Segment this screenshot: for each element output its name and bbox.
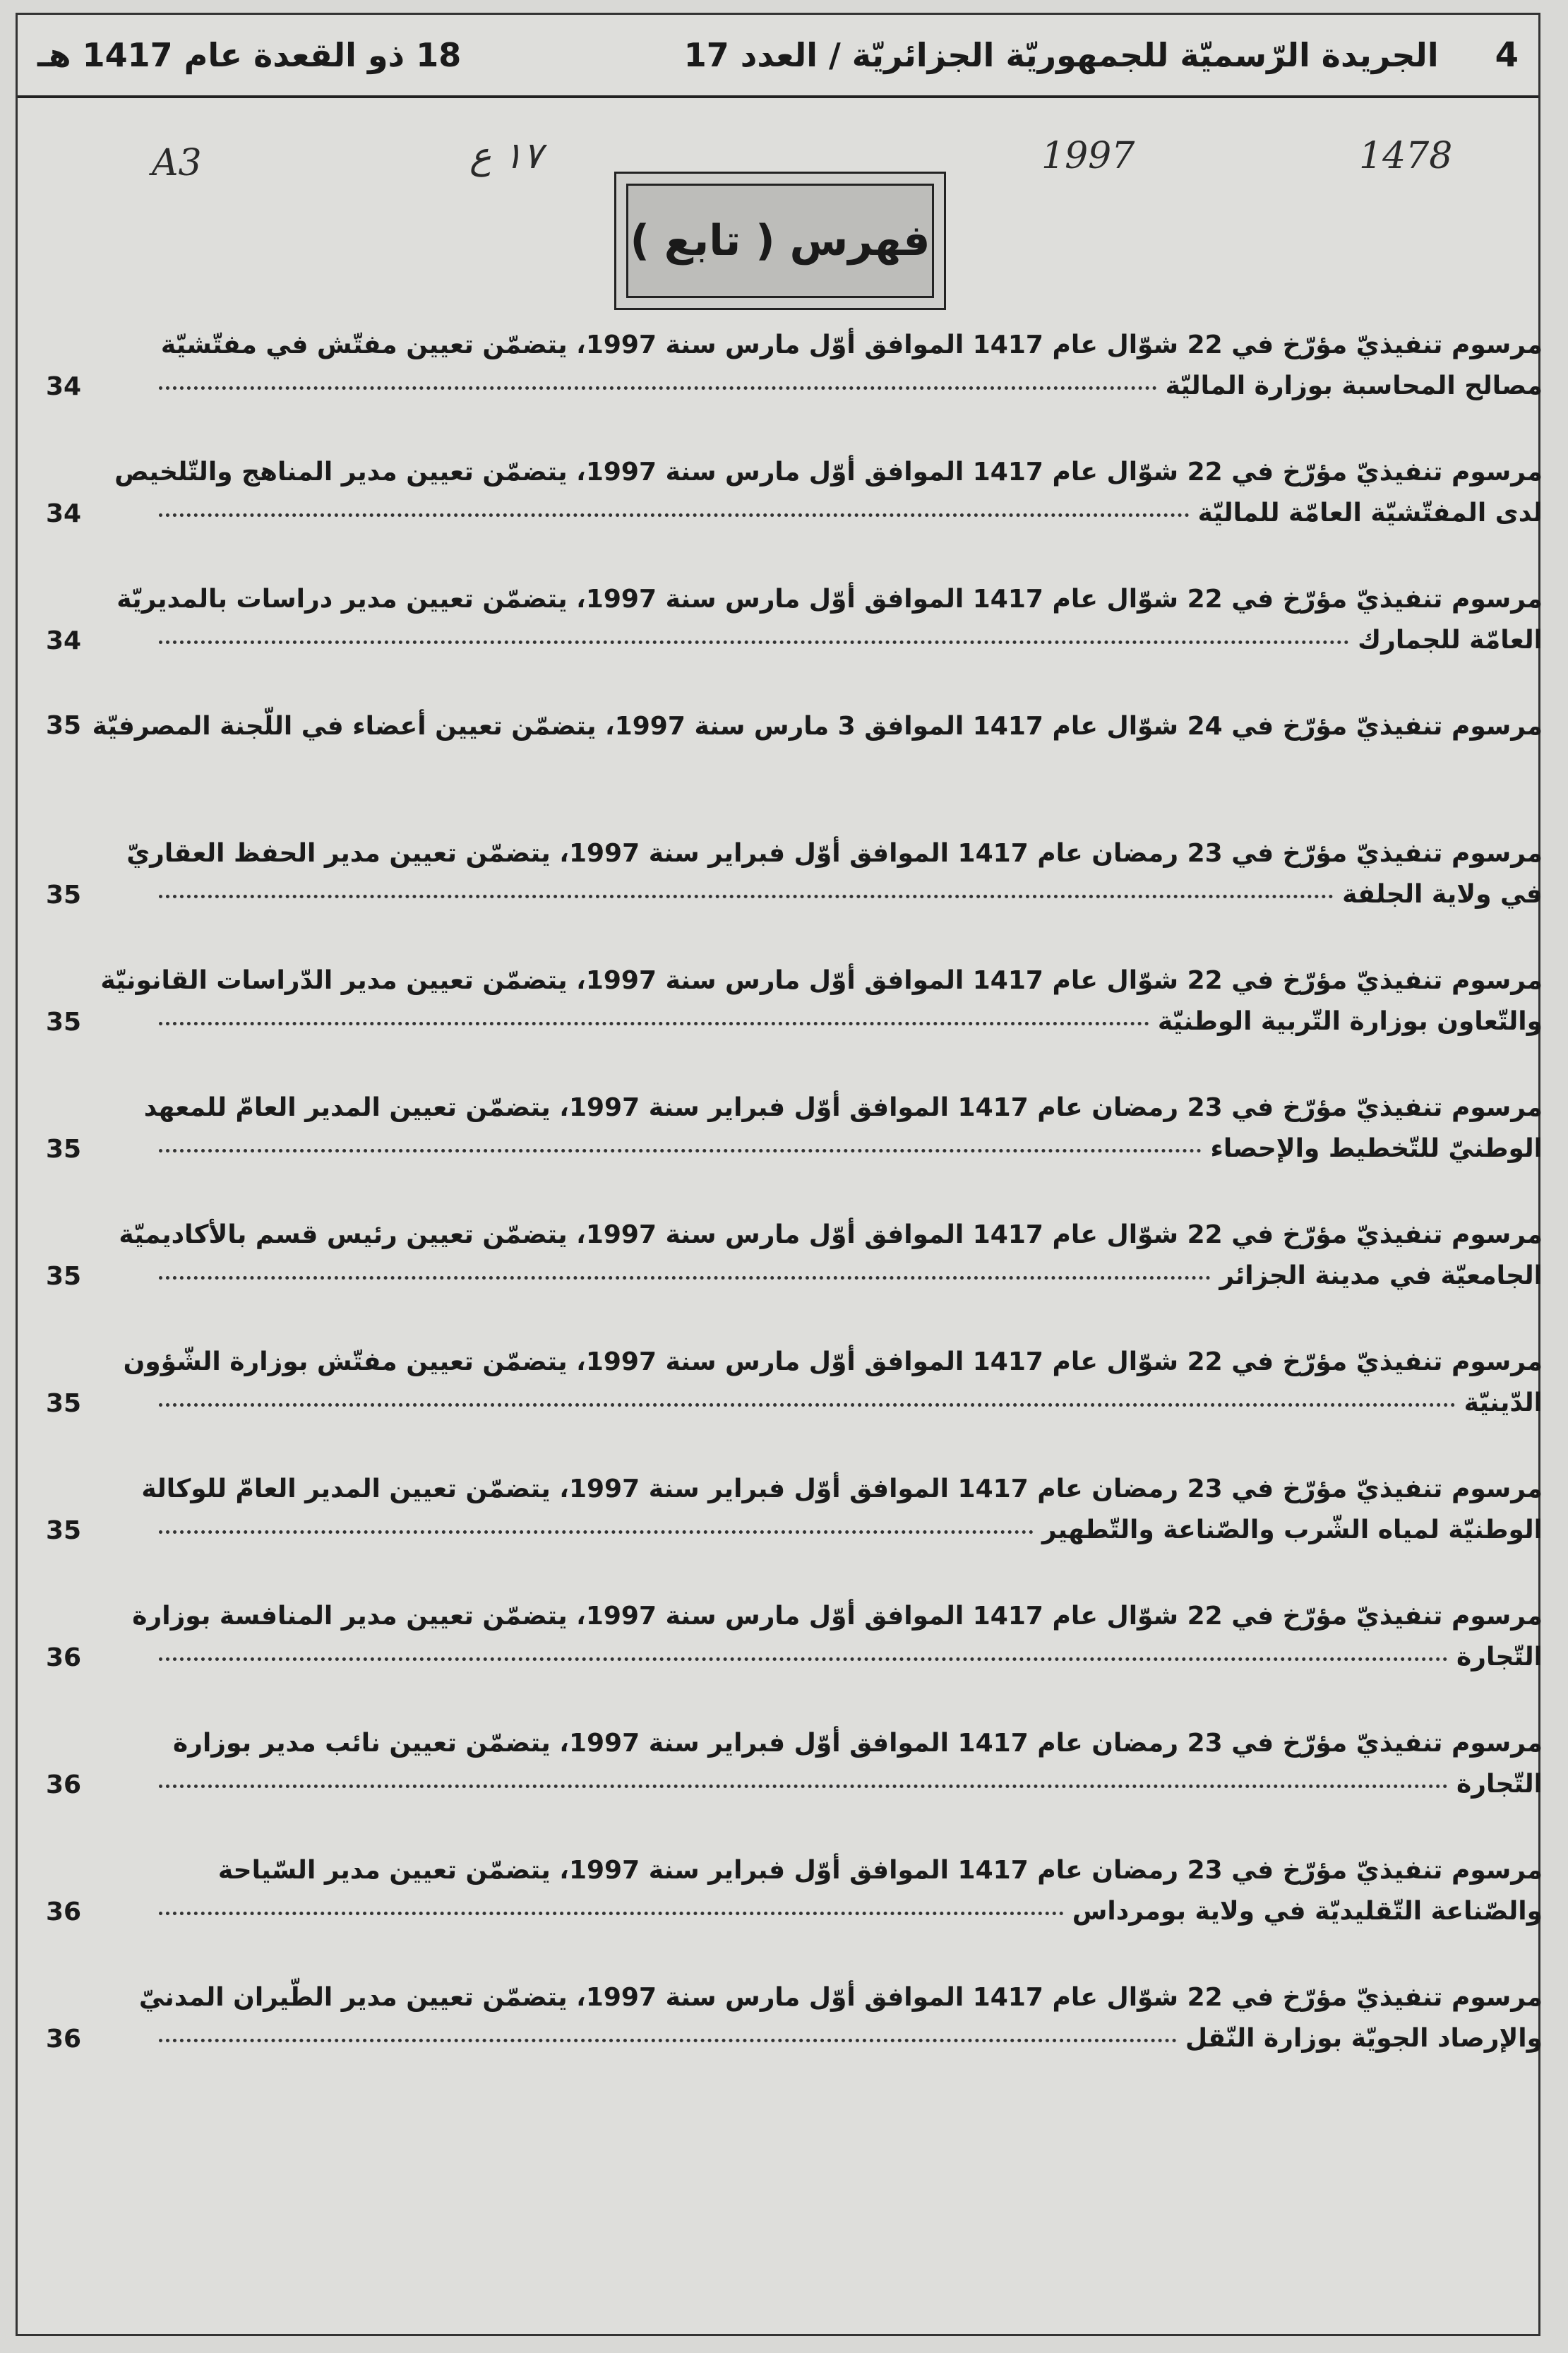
gazette-title: الجريدة الرّسميّة للجمهوريّة الجزائريّة / العدد 17	[683, 36, 1439, 74]
dot-leader	[159, 621, 1349, 644]
index-entry	[46, 834, 1543, 961]
entry-line-2	[159, 1002, 1543, 1042]
entry-text: مرسوم تنفيذيّ مؤرّخ في 22 شوّال عام 1417 الموافق أوّل مارس سنة 1997، يتضمّن تعيين مفتّش بوزارة الشّؤون	[123, 1347, 1543, 1376]
dot-leader	[159, 1129, 1202, 1152]
entry-text-continued: الوطنيّ للتّخطيط والإحصاء	[1210, 1134, 1543, 1163]
entry-line-1	[100, 961, 1543, 1001]
index-title: فهرس ( تابع )	[626, 184, 934, 298]
entry-page-number: 35	[46, 1135, 82, 1164]
entry-page-number: 34	[46, 626, 82, 655]
entry-text-continued: في ولاية الجلفة	[1342, 880, 1543, 909]
entry-text: مرسوم تنفيذيّ مؤرّخ في 23 رمضان عام 1417 الموافق أوّل فبراير سنة 1997، يتضمّن تعيين المدير العامّ للوكالة	[141, 1475, 1543, 1503]
entry-line-1	[116, 580, 1543, 619]
entry-line-2	[159, 2019, 1543, 2059]
index-entry	[46, 1978, 1543, 2105]
entry-page-number: 35	[46, 1008, 82, 1037]
handwritten-note-year: 1997	[1041, 135, 1135, 177]
dot-leader	[159, 875, 1334, 898]
entry-line-1	[159, 1724, 1543, 1763]
entry-text: مرسوم تنفيذيّ مؤرّخ في 23 رمضان عام 1417 الموافق أوّل فبراير سنة 1997، يتضمّن تعيين مدير الحفظ العقاريّ	[126, 839, 1543, 868]
dot-leader	[159, 1638, 1448, 1661]
entry-text: مرسوم تنفيذيّ مؤرّخ في 24 شوّال عام 1417 الموافق 3 مارس سنة 1997، يتضمّن تعيين أعضاء في اللّجنة المصرفيّة	[92, 712, 1543, 741]
entry-line-2	[159, 875, 1543, 915]
entry-text: مرسوم تنفيذيّ مؤرّخ في 22 شوّال عام 1417 الموافق أوّل مارس سنة 1997، يتضمّن تعيين رئيس قسم بالأكاديميّة	[119, 1220, 1543, 1249]
entry-line-2	[159, 1383, 1543, 1423]
entry-line-1	[138, 1978, 1543, 2018]
entry-text: مرسوم تنفيذيّ مؤرّخ في 22 شوّال عام 1417 الموافق أوّل مارس سنة 1997، يتضمّن تعيين مدير المنافسة بوزارة	[132, 1602, 1543, 1631]
entry-text-continued: مصالح المحاسبة بوزارة الماليّة	[1165, 371, 1543, 400]
entry-line-2	[159, 1511, 1543, 1550]
entry-line-2	[159, 1129, 1543, 1169]
entry-page-number: 36	[46, 1898, 82, 1926]
entry-line-1	[92, 707, 1543, 746]
index-entry	[46, 1088, 1543, 1215]
index-entry	[46, 707, 1543, 834]
page-number: 4	[1495, 35, 1519, 75]
index-entry	[46, 1215, 1543, 1342]
dot-leader	[159, 367, 1157, 390]
entry-text-continued: والإرصاد الجويّة بوزارة النّقل	[1185, 2024, 1543, 2053]
entry-line-1	[132, 1597, 1543, 1636]
page-header	[18, 15, 1538, 98]
index-entry	[46, 1470, 1543, 1597]
entry-text-continued: التّجارة	[1456, 1643, 1543, 1672]
entry-line-1	[141, 1470, 1543, 1509]
dot-leader	[159, 1892, 1064, 1915]
entry-line-2	[159, 1765, 1543, 1804]
index-title-frame	[614, 172, 946, 310]
entry-page-number: 34	[46, 499, 82, 528]
entry-page-number: 35	[46, 1389, 82, 1418]
index-entry	[46, 326, 1543, 453]
entry-page-number: 36	[46, 1770, 82, 1799]
entry-page-number: 35	[46, 881, 82, 910]
entry-text: مرسوم تنفيذيّ مؤرّخ في 22 شوّال عام 1417 الموافق أوّل مارس سنة 1997، يتضمّن تعيين مدير الدّراسات القانونيّة	[100, 966, 1543, 995]
entry-line-1	[123, 1342, 1543, 1382]
dot-leader	[159, 2019, 1177, 2042]
dot-leader	[159, 1002, 1149, 1025]
entry-line-2	[159, 1256, 1543, 1296]
entry-text: مرسوم تنفيذيّ مؤرّخ في 23 رمضان عام 1417 الموافق أوّل فبراير سنة 1997، يتضمّن تعيين مدير السّياحة	[217, 1856, 1543, 1885]
index-entry	[46, 453, 1543, 580]
dot-leader	[159, 494, 1190, 517]
entry-line-1	[143, 1088, 1543, 1128]
gazette-page	[16, 13, 1543, 2336]
dot-leader	[159, 1765, 1448, 1788]
entry-line-1	[114, 453, 1543, 492]
index-entries	[46, 326, 1543, 2105]
entry-line-2	[159, 367, 1543, 406]
entry-text: مرسوم تنفيذيّ مؤرّخ في 23 رمضان عام 1417 الموافق أوّل فبراير سنة 1997، يتضمّن تعيين المدير العامّ للمعهد	[143, 1093, 1543, 1122]
entry-line-2	[159, 621, 1543, 660]
index-entry	[46, 1724, 1543, 1851]
entry-line-2	[159, 1638, 1543, 1677]
entry-text: مرسوم تنفيذيّ مؤرّخ في 22 شوّال عام 1417 الموافق أوّل مارس سنة 1997، يتضمّن تعيين مدير دراسات بالمديريّة	[116, 585, 1543, 614]
entry-line-1	[119, 1215, 1543, 1255]
index-entry	[46, 1597, 1543, 1724]
entry-text-continued: والصّناعة التّقليديّة في ولاية بومرداس	[1072, 1897, 1543, 1926]
entry-page-number: 35	[46, 711, 82, 740]
entry-line-2	[159, 1892, 1543, 1931]
entry-text-continued: الجامعيّة في مدينة الجزائر	[1219, 1261, 1543, 1290]
entry-line-1	[126, 834, 1543, 874]
entry-text: مرسوم تنفيذيّ مؤرّخ في 23 رمضان عام 1417 الموافق أوّل فبراير سنة 1997، يتضمّن تعيين نائب مدير بوزارة	[172, 1729, 1543, 1758]
entry-text: مرسوم تنفيذيّ مؤرّخ في 22 شوّال عام 1417 الموافق أوّل مارس سنة 1997، يتضمّن تعيين مدير الطّيران المدنيّ	[138, 1983, 1543, 2012]
handwritten-note-number: 1478	[1359, 135, 1453, 177]
hijri-date: 18 ذو القعدة عام 1417 هـ	[37, 36, 462, 74]
handwritten-note-issue: ١٧ ع	[469, 135, 543, 177]
entry-text: مرسوم تنفيذيّ مؤرّخ في 22 شوّال عام 1417 الموافق أوّل مارس سنة 1997، يتضمّن تعيين مدير المناهج والتّلخيص	[114, 458, 1543, 487]
index-entry	[46, 961, 1543, 1088]
index-entry	[46, 1342, 1543, 1470]
index-entry	[46, 580, 1543, 707]
entry-text-continued: التّجارة	[1456, 1770, 1543, 1799]
index-entry	[46, 1851, 1543, 1978]
handwritten-note-a3: A3	[152, 142, 202, 184]
dot-leader	[159, 1511, 1034, 1534]
entry-page-number: 35	[46, 1262, 82, 1291]
entry-text-continued: الدّينيّة	[1464, 1388, 1543, 1417]
entry-text: مرسوم تنفيذيّ مؤرّخ في 22 شوّال عام 1417 الموافق أوّل مارس سنة 1997، يتضمّن تعيين مفتّش في مفتّشيّة	[160, 330, 1543, 359]
entry-text-continued: الوطنيّة لمياه الشّرب والصّناعة والتّطهير	[1041, 1515, 1543, 1544]
dot-leader	[159, 1256, 1211, 1280]
entry-page-number: 34	[46, 372, 82, 401]
entry-text-continued: العامّة للجمارك	[1358, 626, 1543, 655]
dot-leader	[159, 1383, 1456, 1407]
entry-text-continued: والتّعاون بوزارة التّربية الوطنيّة	[1157, 1007, 1543, 1036]
entry-line-1	[159, 1851, 1543, 1890]
entry-page-number: 36	[46, 1643, 82, 1672]
entry-line-1	[159, 326, 1543, 365]
entry-page-number: 35	[46, 1516, 82, 1545]
entry-line-2	[159, 494, 1543, 533]
entry-text-continued: لدى المفتّشيّة العامّة للماليّة	[1197, 499, 1543, 528]
entry-page-number: 36	[46, 2025, 82, 2054]
